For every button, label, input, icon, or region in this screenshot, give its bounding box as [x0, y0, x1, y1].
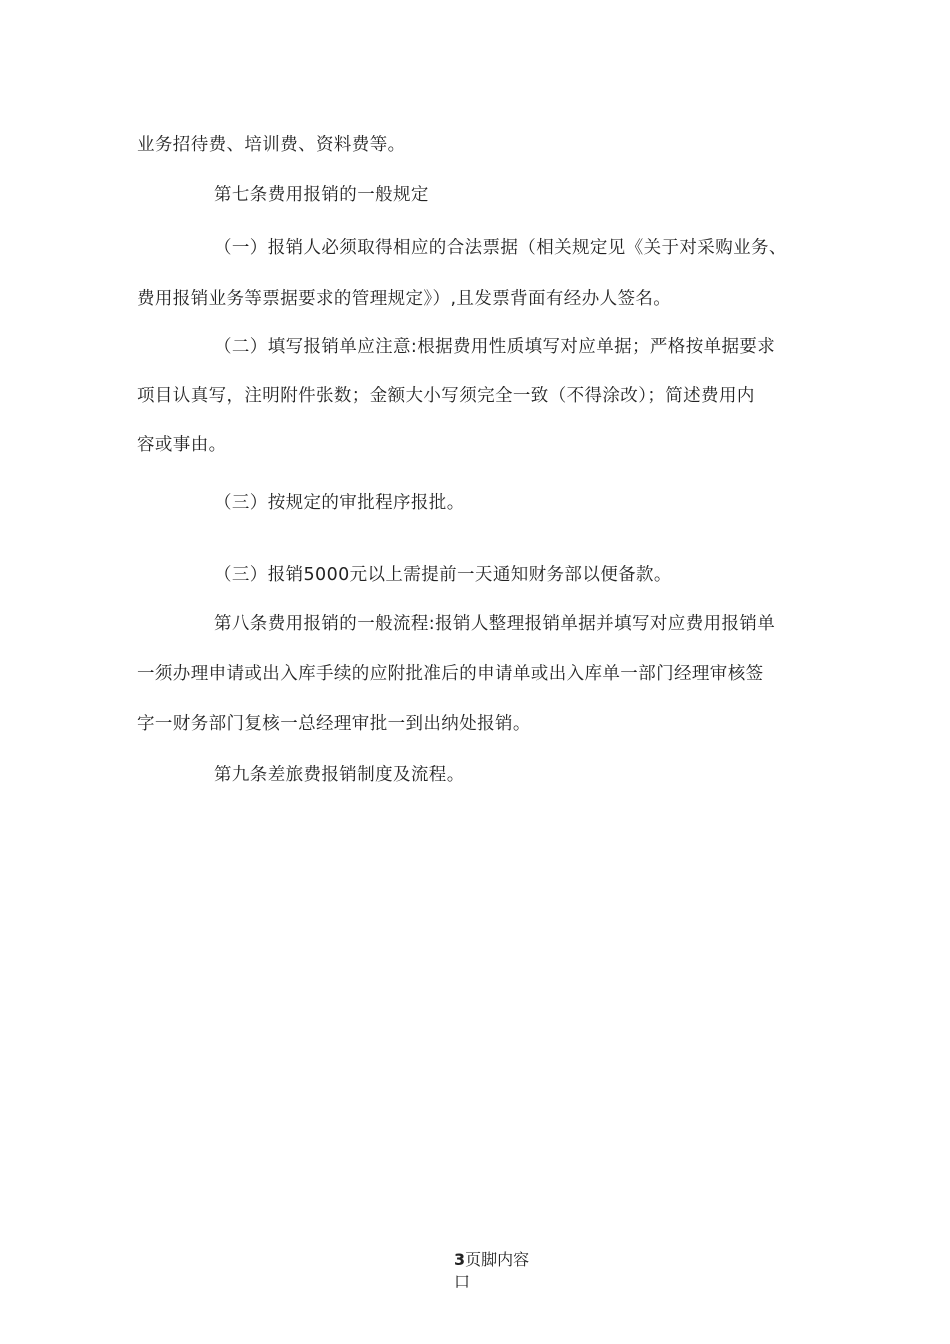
page-footer [454, 1249, 529, 1293]
article-heading: 第九条差旅费报销制度及流程。 [214, 765, 465, 785]
article-heading: 第七条费用报销的一般规定 [214, 185, 429, 205]
footer-line [454, 1249, 529, 1271]
text-line: 业务招待费、培训费、资料费等。 [137, 135, 406, 155]
text-line: 一须办理申请或出入库手续的应附批准后的申请单或出入库单一部门经理审核签 [137, 664, 764, 684]
text-line: （二）填写报销单应注意:根据费用性质填写对应单据；严格按单据要求 [214, 337, 776, 357]
text-line: （三）按规定的审批程序报批。 [214, 493, 465, 513]
page-number: 3 [454, 1250, 466, 1269]
text-line: （一）报销人必须取得相应的合法票据（相关规定见《关于对采购业务、 [214, 238, 787, 258]
text-line: 项目认真写，注明附件张数；金额大小写须完全一致（不得涂改）；简述费用内 [137, 386, 755, 406]
article-heading: 第八条费用报销的一般流程:报销人整理报销单据并填写对应费用报销单 [214, 614, 776, 634]
text-line: 费用报销业务等票据要求的管理规定》）,且发票背面有经办人签名。 [137, 289, 672, 309]
text-line: 字一财务部门复核一总经理审批一到出纳处报销。 [137, 714, 531, 734]
text-line: 容或事由。 [137, 435, 227, 455]
text-line: （三）报销5000元以上需提前一天通知财务部以便备款。 [214, 565, 672, 585]
footer-text: 页脚内容 [465, 1250, 530, 1269]
footer-glyph: 口 [454, 1272, 471, 1291]
